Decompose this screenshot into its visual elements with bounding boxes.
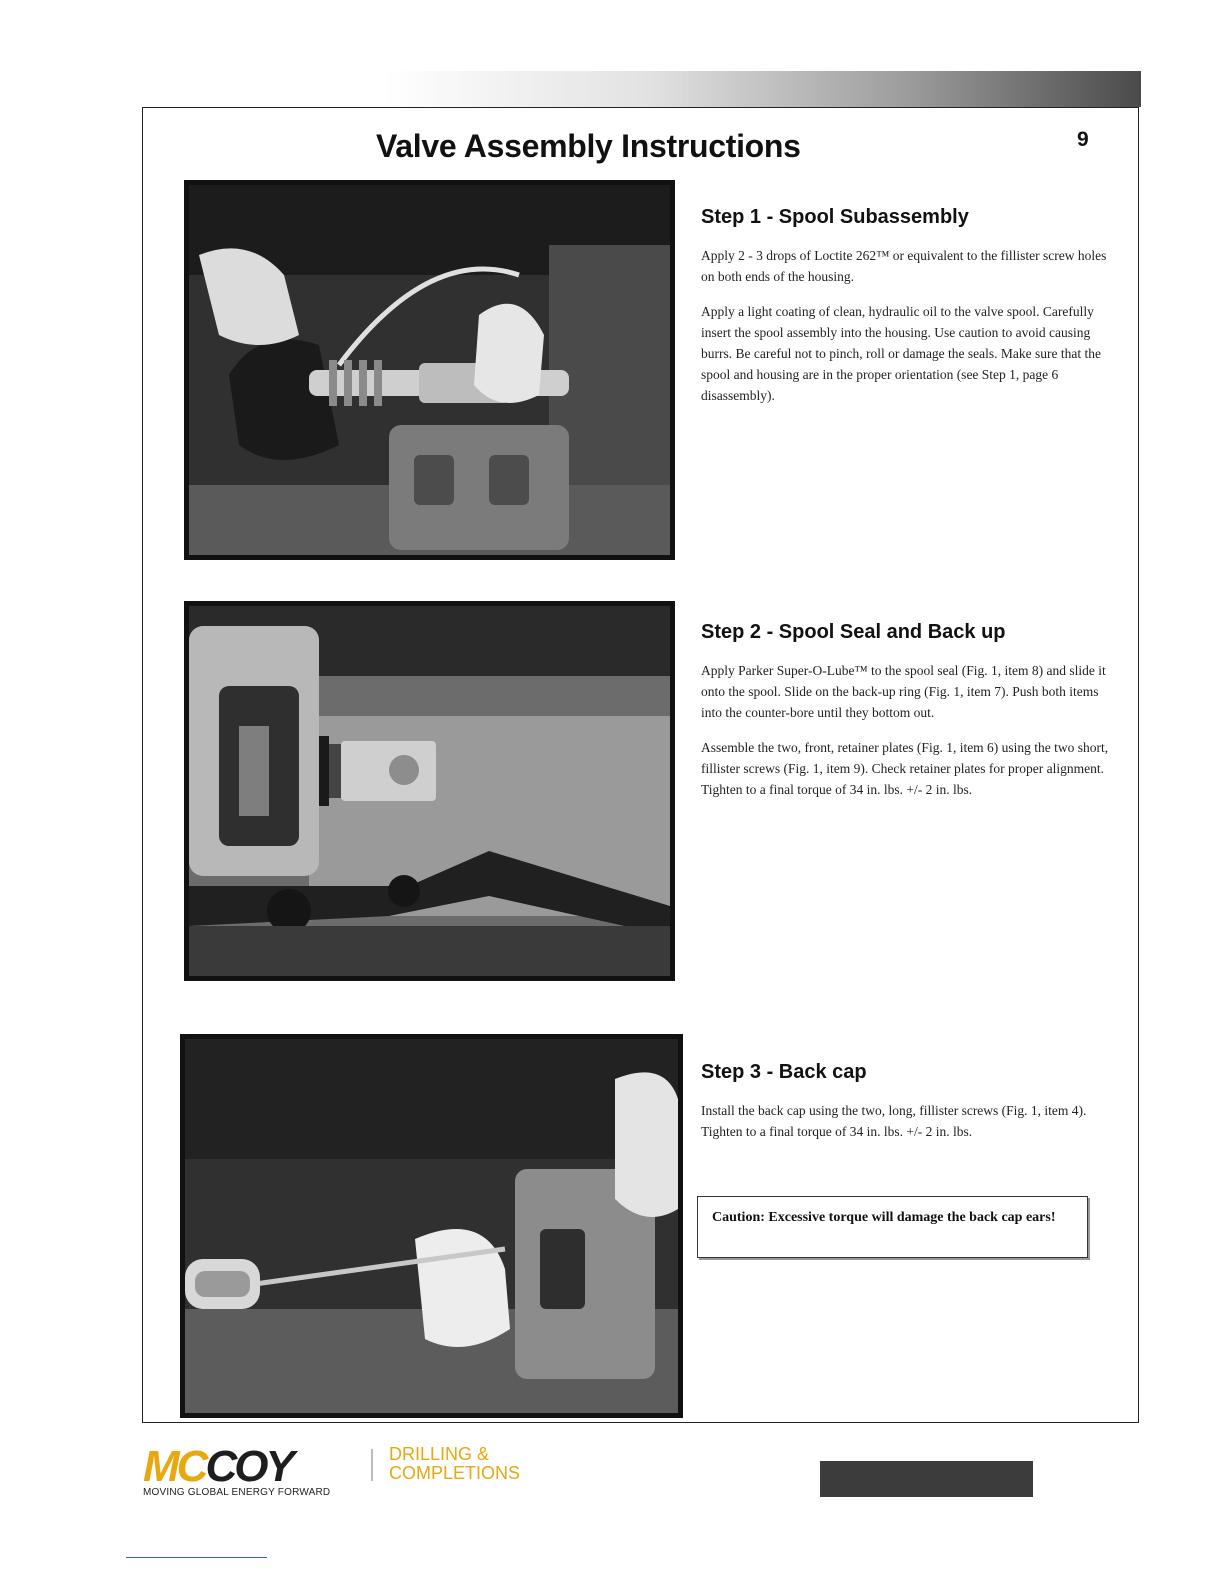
logo-tagline: MOVING GLOBAL ENERGY FORWARD xyxy=(143,1487,331,1498)
header-gradient-bar xyxy=(384,71,1141,107)
mccoy-logo xyxy=(143,1442,543,1505)
page-title: Valve Assembly Instructions xyxy=(376,128,801,164)
step-paragraph: Apply a light coating of clean, hydraulic oil to the valve spool. Carefully insert the spool assembly into the housing. Use caution to avoid causing burrs. Be careful not to pinch, roll or damage the seals. Make sure that the spool and housing are in the proper orientation (see Step 1, page 6 disassembly). xyxy=(701,304,1101,403)
photo-back-cap xyxy=(180,1034,683,1418)
logo-mc: MC xyxy=(143,1442,206,1491)
division-line-2: COMPLETIONS xyxy=(389,1463,521,1483)
logo-coy: COY xyxy=(205,1442,292,1491)
step-paragraph: Assemble the two, front, retainer plates (Fig. 1, item 6) using the two short, fillister screws (Fig. 1, item 9). Check retainer plates for proper alignment. Tighten to a final torque of 34 in. lbs. +/- 2 in. lbs. xyxy=(701,740,1109,797)
step-1 xyxy=(701,206,1111,420)
page-number: 9 xyxy=(1077,128,1089,151)
step-paragraph: Apply Parker Super-O-Lube™ to the spool seal (Fig. 1, item 8) and slide it onto the spool. Slide on the back-up ring (Fig. 1, item 7). Push both items into the counter-bore until they bottom out. xyxy=(701,663,1106,720)
division-line-1: DRILLING & xyxy=(389,1444,490,1464)
step-title: Step 2 - Spool Seal and Back up xyxy=(701,621,1006,643)
step-title: Step 3 - Back cap xyxy=(701,1061,867,1083)
caution-box: Caution: Excessive torque will damage the back cap ears! xyxy=(697,1196,1088,1258)
step-3 xyxy=(701,1061,1111,1156)
step-title: Step 1 - Spool Subassembly xyxy=(701,206,969,228)
photo-spool-subassembly xyxy=(184,180,675,560)
division-name xyxy=(389,1445,520,1483)
footer-dark-box xyxy=(820,1461,1033,1497)
logo-wordmark xyxy=(143,1442,292,1491)
step-2 xyxy=(701,621,1111,814)
logo-divider xyxy=(371,1449,373,1481)
step-paragraph: Install the back cap using the two, long, fillister screws (Fig. 1, item 4). Tighten to a final torque of 34 in. lbs. +/- 2 in. lbs. xyxy=(701,1103,1087,1139)
footer-link-underline xyxy=(126,1557,267,1558)
page-frame xyxy=(142,107,1139,1423)
step-paragraph: Apply 2 - 3 drops of Loctite 262™ or equivalent to the fillister screw holes on both ends of the housing. xyxy=(701,248,1107,284)
photo-spool-seal xyxy=(184,601,675,981)
